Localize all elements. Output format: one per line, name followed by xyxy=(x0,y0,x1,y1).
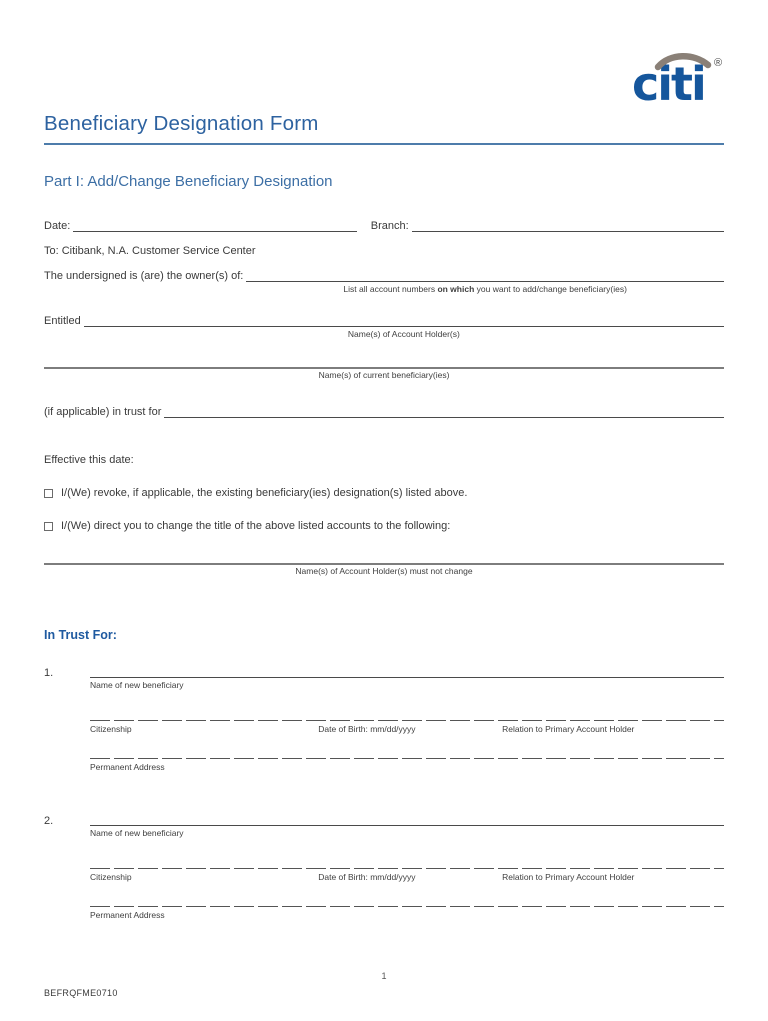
change-title-checkbox-row xyxy=(44,520,724,532)
citizenship-caption: Citizenship xyxy=(90,872,132,882)
beneficiary-fields xyxy=(90,666,724,772)
beneficiary-block-1 xyxy=(44,666,724,772)
date-label: Date: xyxy=(44,220,71,232)
relation-caption: Relation to Primary Account Holder xyxy=(502,872,635,882)
citi-logo-text: citi xyxy=(632,57,705,106)
beneficiary-number: 2. xyxy=(44,815,54,827)
change-title-checkbox[interactable] xyxy=(44,522,53,531)
account-numbers-caption xyxy=(246,281,724,294)
branch-field[interactable] xyxy=(412,220,724,232)
beneficiary-name-caption: Name of new beneficiary xyxy=(90,680,184,690)
citizenship-caption: Citizenship xyxy=(90,724,132,734)
entitled-label: Entitled xyxy=(44,315,81,327)
registered-mark: ® xyxy=(714,57,723,69)
citi-logo-graphic xyxy=(630,50,742,106)
relation-caption: Relation to Primary Account Holder xyxy=(502,724,635,734)
title-change-field[interactable] xyxy=(44,563,724,576)
current-beneficiaries-field[interactable] xyxy=(44,367,724,380)
title-divider xyxy=(44,143,724,145)
title-change-caption: Name(s) of Account Holder(s) must not change xyxy=(295,566,473,576)
page-title: Beneficiary Designation Form xyxy=(44,112,319,135)
revoke-checkbox-row xyxy=(44,487,724,499)
in-trust-for-heading: In Trust For: xyxy=(44,628,117,642)
date-branch-row xyxy=(44,220,724,232)
date-of-birth-caption: Date of Birth: mm/dd/yyyy xyxy=(318,872,416,882)
revoke-checkbox-label: I/(We) revoke, if applicable, the existing beneficiary(ies) designation(s) listed above. xyxy=(61,487,468,499)
beneficiary-2-name-field[interactable] xyxy=(90,825,724,838)
entitled-caption: Name(s) of Account Holder(s) xyxy=(347,329,460,339)
beneficiary-name-caption: Name of new beneficiary xyxy=(90,828,184,838)
beneficiary-details-captions xyxy=(90,869,724,882)
date-field[interactable] xyxy=(73,220,357,232)
owner-row xyxy=(44,270,724,294)
in-trust-for-field[interactable] xyxy=(164,406,724,418)
beneficiary-1-address-field[interactable] xyxy=(90,758,724,772)
effective-date-label: Effective this date: xyxy=(44,454,134,466)
beneficiary-details-captions xyxy=(90,721,724,734)
beneficiary-number: 1. xyxy=(44,667,54,679)
entitled-row xyxy=(44,315,724,339)
beneficiary-2-address-field[interactable] xyxy=(90,906,724,920)
beneficiary-block-2 xyxy=(44,814,724,920)
branch-label: Branch: xyxy=(370,220,409,232)
date-of-birth-caption: Date of Birth: mm/dd/yyyy xyxy=(318,724,416,734)
owner-label: The undersigned is (are) the owner(s) of: xyxy=(44,270,244,282)
revoke-checkbox[interactable] xyxy=(44,489,53,498)
change-title-checkbox-label: I/(We) direct you to change the title of the above listed accounts to the following: xyxy=(61,520,451,532)
account-numbers-field[interactable] xyxy=(246,270,724,294)
beneficiary-fields xyxy=(90,814,724,920)
to-line: To: Citibank, N.A. Customer Service Center xyxy=(44,245,256,257)
permanent-address-caption: Permanent Address xyxy=(90,762,165,772)
current-beneficiaries-caption: Name(s) of current beneficiary(ies) xyxy=(318,370,450,380)
entitled-field[interactable] xyxy=(84,315,724,339)
date-segment xyxy=(44,220,357,232)
section-title: Part I: Add/Change Beneficiary Designation xyxy=(44,173,333,190)
in-trust-label: (if applicable) in trust for xyxy=(44,406,162,418)
citi-logo xyxy=(630,50,742,106)
account-numbers-caption-bold: on which xyxy=(437,284,475,294)
account-numbers-caption-pre: List all account numbers xyxy=(343,284,438,294)
permanent-address-caption: Permanent Address xyxy=(90,910,165,920)
branch-segment xyxy=(371,220,724,232)
form-code: BEFRQFME0710 xyxy=(44,988,118,998)
page-number: 1 xyxy=(381,971,387,981)
account-numbers-caption-post: you want to add/change beneficiary(ies) xyxy=(474,284,627,294)
in-trust-row xyxy=(44,406,724,418)
beneficiary-2-details-field[interactable] xyxy=(90,868,724,882)
beneficiary-1-name-field[interactable] xyxy=(90,677,724,690)
beneficiary-1-details-field[interactable] xyxy=(90,720,724,734)
